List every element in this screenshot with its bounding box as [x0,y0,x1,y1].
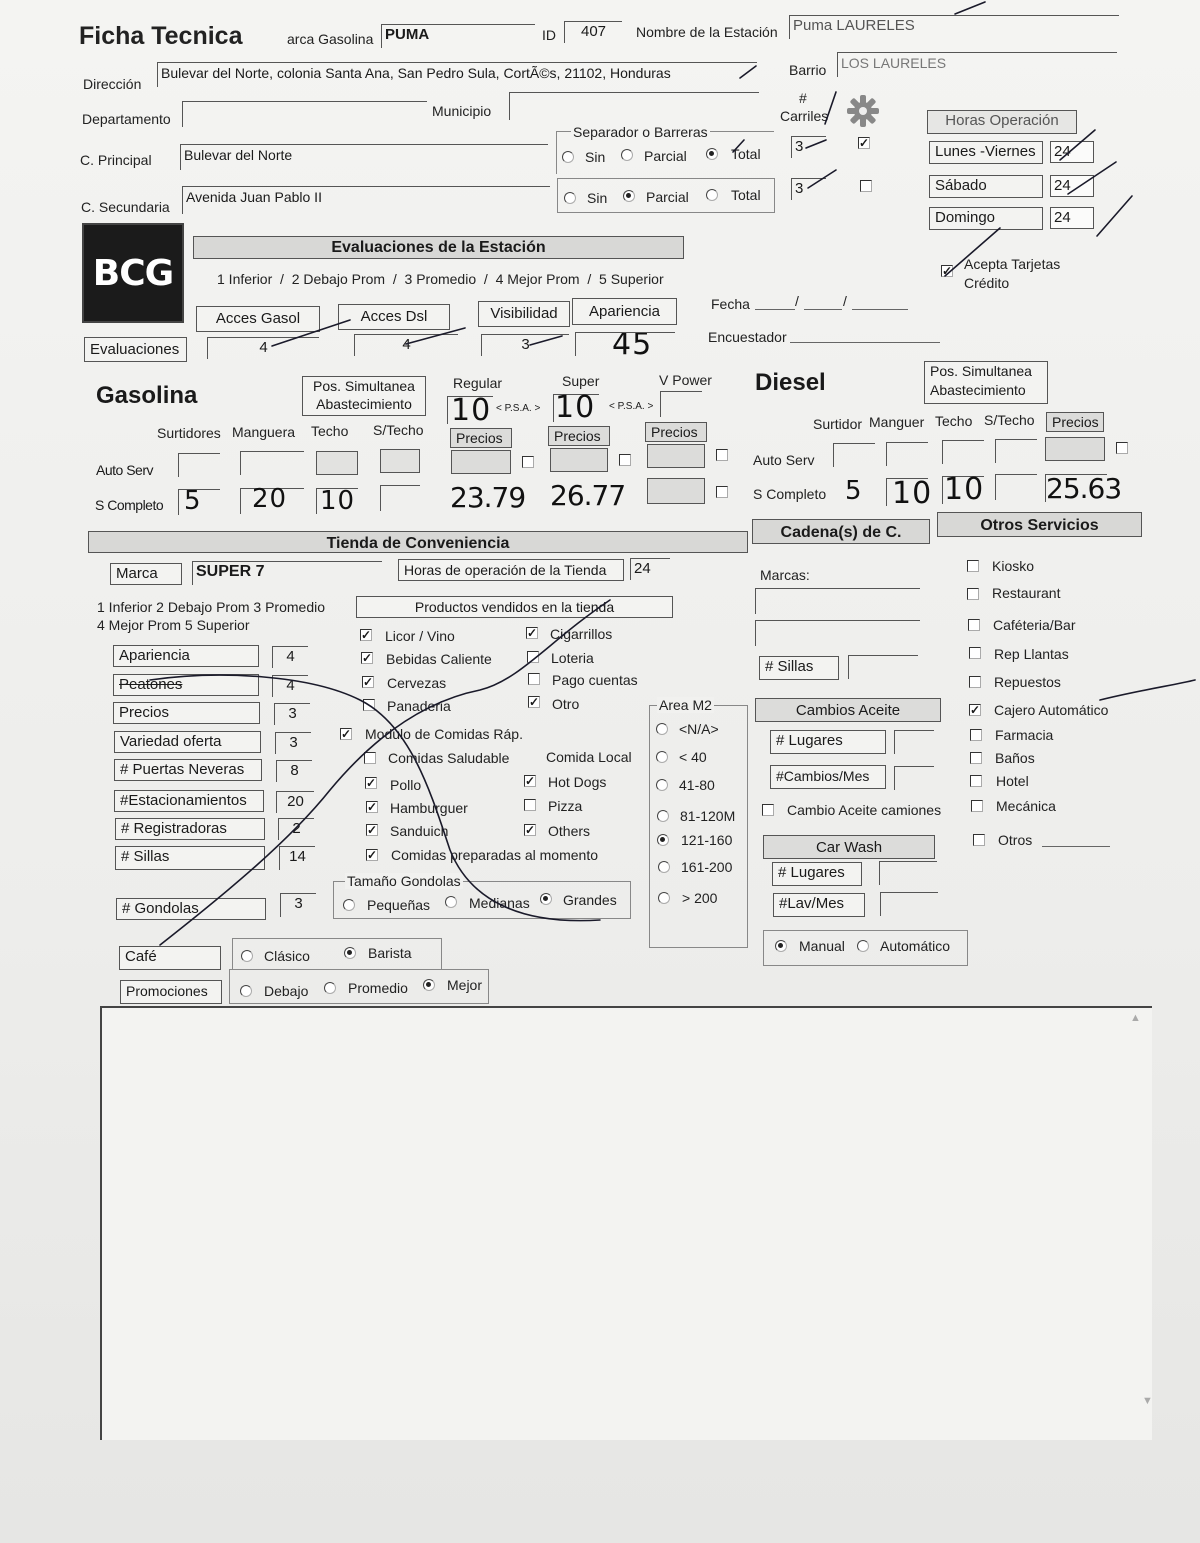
comida-pollo-check[interactable]: ✓ [366,776,377,790]
otros-cafeteria-label: Caféteria/Bar [993,617,1076,633]
rating-apariencia-field[interactable]: 4 [272,646,308,668]
prod-cigarrillos-check[interactable]: ✓ [527,626,538,640]
rating-variedad-label: Variedad oferta [114,731,261,753]
carriles-field-1[interactable]: 3 [791,136,826,158]
dsl-s-completo-label: S Completo [753,486,827,502]
regular-s-completo-price[interactable]: 23.79 [450,481,526,514]
gas-col-surtidores: Surtidores [157,425,221,441]
prod-cervezas-label: Cervezas [387,675,447,691]
dsl-auto-check[interactable] [1116,442,1128,454]
area-title: Area M2 [659,697,712,713]
area-161-200-radio[interactable] [658,861,670,873]
tienda-scale-1: 1 Inferior 2 Debajo Prom 3 Promedio [97,599,325,615]
prod-loteria-check[interactable] [527,651,539,663]
horas-lunes-label: Lunes -Viernes [929,141,1043,164]
horas-sabado-label: Sábado [929,175,1043,198]
tarjetas-label: Acepta Tarjetas [964,256,1061,272]
evaluaciones-scale: 1 Inferior / 2 Debajo Prom / 3 Promedio / 4 Mejor Prom / 5 Superior [217,271,664,287]
comida-preparadas-check[interactable]: ✓ [367,848,378,862]
dsl-auto-serv-techo[interactable] [942,440,984,464]
sep2-sin-radio[interactable] [564,192,576,204]
gondola-medianas-label: Medianas [469,895,530,911]
modulo-comidas-label: Modulo de Comidas Ráp. [365,726,523,742]
otros-cajero-label: Cajero Automático [994,702,1109,718]
sep2-parcial-radio[interactable] [623,190,635,202]
vpower-auto-price[interactable] [647,444,705,468]
comida-sanduich-label: Sanduich [390,823,449,839]
otros-cafeteria-check[interactable] [968,619,980,631]
promo-mejor-label: Mejor [447,977,483,993]
cambios-mes-field[interactable] [894,766,934,790]
gasolina-pos-sim [302,376,426,416]
gas-auto-serv-label: Auto Serv [96,462,153,478]
regular-pos-value: 10 [451,393,492,428]
cadena-marcas-field-2[interactable] [755,620,920,646]
area-41-80-radio[interactable] [656,779,668,791]
otros-repuestos-label: Repuestos [994,674,1061,690]
carriles-field-2[interactable]: 3 [791,178,826,200]
cafe-barista-label: Barista [368,945,412,961]
gas-auto-serv-manguera[interactable] [240,451,304,475]
vpower-precios-label: Precios [645,422,707,442]
gasolina-pos-sim-line1: Pos. Simultanea [313,378,415,394]
cambios-lugares-field[interactable] [894,730,934,754]
vpower-pos-field[interactable] [660,391,702,417]
vpower-label: V Power [659,372,712,388]
prod-otro-check[interactable]: ✓ [529,695,540,709]
marca-field[interactable]: PUMA [381,24,535,48]
direccion-label: Dirección [83,76,142,92]
super-pos-value: 10 [555,390,596,425]
prod-bebidas-label: Bebidas Caliente [386,651,492,667]
area-40-label: < 40 [679,749,707,765]
comidas-saludable-check[interactable] [364,752,376,764]
otros-llantas-label: Rep Llantas [994,646,1069,662]
modulo-comidas-check[interactable]: ✓ [341,727,352,741]
tarjetas-label-2: Crédito [964,275,1010,291]
rating-variedad-field[interactable]: 3 [275,732,311,754]
c-principal-field[interactable]: Bulevar del Norte [180,144,548,170]
cafe-clasico-label: Clásico [264,948,310,964]
gas-col-stecho: S/Techo [373,422,424,438]
diesel-title: Diesel [755,369,826,396]
otros-hotel-label: Hotel [996,773,1029,789]
rating-apariencia-label: Apariencia [113,645,259,667]
dsl-col-techo: Techo [935,413,973,429]
super-label: Super [562,373,600,389]
regular-label: Regular [453,375,503,391]
carwash-manual-radio[interactable] [775,940,787,952]
sep1-sin-radio[interactable] [562,151,574,163]
area-40-radio[interactable] [656,751,668,763]
visibilidad-field[interactable]: 3 [481,334,569,356]
carwash-auto-label: Automático [880,938,951,954]
gas-s-completo-manguera-value: 20 [252,484,288,514]
dsl-s-completo-stecho[interactable] [995,474,1037,500]
rating-sillas-label: # Sillas [115,846,265,870]
carwash-lav-field[interactable] [880,892,938,916]
area-81-120-radio[interactable] [657,810,669,822]
promo-debajo-label: Debajo [264,983,309,999]
rating-registradoras-field[interactable]: 2 [278,818,314,840]
gear-icon [846,93,880,134]
cadena-sillas-label: # Sillas [759,656,839,680]
prod-panaderia-label: Panaderia [387,698,451,714]
prod-licor-label: Licor / Vino [385,628,455,644]
horas-title: Horas Operación [927,110,1077,134]
promo-mejor-radio[interactable] [423,979,435,991]
horas-domingo-field[interactable]: 24 [1050,207,1094,229]
area-161-200-label: 161-200 [681,859,733,875]
acces-dsl-field[interactable]: 4 [354,334,458,356]
apariencia-label: Apariencia [572,298,677,325]
diesel-pos-sim-line2: Abastecimiento [930,382,1026,398]
carriles-hash: # [799,90,807,106]
gondola-medianas-radio[interactable] [445,896,457,908]
area-200-radio[interactable] [658,892,670,904]
cafe-clasico-radio[interactable] [241,950,253,962]
prod-pago-check[interactable] [528,673,540,685]
regular-psa-label: < P.S.A. > [496,403,541,414]
sep2-total-label: Total [731,187,761,203]
otros-otros-label: Otros [998,832,1033,848]
regular-auto-check[interactable] [522,456,534,468]
gas-auto-serv-stecho[interactable] [380,449,420,473]
comida-hotdogs-check[interactable]: ✓ [525,774,536,788]
rating-registradoras-label: # Registradoras [115,818,265,840]
scroll-down-icon[interactable]: ▼ [1142,1395,1153,1407]
cambios-mes-label: #Cambios/Mes [770,765,886,789]
gas-s-completo-stecho[interactable] [380,485,420,511]
prod-bebidas-check[interactable]: ✓ [362,651,373,665]
horas-lunes-field[interactable]: 24 [1050,141,1094,163]
otros-hotel-check[interactable] [970,775,982,787]
dsl-s-completo-surtidor-value[interactable]: 5 [845,476,863,506]
promo-promedio-label: Promedio [348,980,408,996]
otros-mecanica-label: Mecánica [996,798,1056,814]
super-auto-price[interactable] [550,448,608,472]
sep1-parcial-label: Parcial [644,148,687,164]
diesel-precios-label: Precios [1046,412,1104,432]
carwash-title: Car Wash [763,835,935,859]
otros-title: Otros Servicios [937,512,1142,537]
acces-gasol-label: Acces Gasol [196,306,320,332]
prod-cervezas-check[interactable]: ✓ [363,675,374,689]
encuestador-label: Encuestador [708,329,787,345]
otros-kiosko-label: Kiosko [992,558,1035,574]
prod-licor-check[interactable]: ✓ [361,628,372,642]
area-group [649,705,748,948]
cadena-title: Cadena(s) de C. [752,519,930,544]
area-81-120-label: 81-120M [680,808,736,824]
fecha-slash-1: / [795,293,799,309]
gondola-pequenas-label: Pequeñas [367,897,431,913]
rating-peatones-label: Peatones [113,674,259,696]
rating-neveras-label: # Puertas Neveras [114,759,262,781]
tienda-marca-label: Marca [110,563,182,585]
sep2-parcial-label: Parcial [646,189,689,205]
otros-farmacia-label: Farmacia [995,727,1054,743]
vpower-auto-check[interactable] [716,449,728,461]
cambio-camiones-check[interactable] [762,804,774,816]
otros-otros-line[interactable] [1042,846,1110,847]
encuestador-line[interactable] [790,342,940,343]
gondola-grandes-label: Grandes [563,892,617,908]
super-auto-check[interactable] [619,454,631,466]
scroll-up-icon[interactable]: ▲ [1130,1012,1141,1024]
c-secundaria-label: C. Secundaria [81,199,170,215]
gas-s-completo-label: S Completo [95,497,164,513]
comida-hamburguer-check[interactable]: ✓ [367,800,378,814]
tienda-scale-2: 4 Mejor Prom 5 Superior [97,617,250,633]
comments-textarea[interactable] [100,1006,1152,1440]
rating-precios-label: Precios [113,702,260,724]
area-200-label: > 200 [682,890,718,906]
gondolas-title: Tamaño Gondolas [347,873,461,889]
fecha-line-day[interactable] [755,309,795,310]
rating-estacionamientos-label: #Estacionamientos [114,790,264,812]
otros-banos-label: Baños [995,750,1035,766]
cadena-marcas-label: Marcas: [760,567,810,583]
carriles-check-2[interactable] [860,180,872,192]
otros-mecanica-check[interactable] [971,800,983,812]
evaluaciones-button[interactable]: Evaluaciones [84,337,187,362]
tienda-horas-label: Horas de operación de la Tienda [398,559,624,581]
form-title: Ficha Tecnica [79,22,243,50]
cambios-title: Cambios Aceite [755,698,941,722]
tienda-horas-field[interactable]: 24 [630,558,670,580]
direccion-field[interactable]: Bulevar del Norte, colonia Santa Ana, San Pedro Sula, CortÃ©s, 21102, Honduras [157,62,757,87]
super-precios-label: Precios [548,426,610,446]
vpower-s-completo-check[interactable] [716,486,728,498]
barrio-label: Barrio [789,62,827,78]
departamento-label: Departamento [82,111,171,127]
cafe-barista-radio[interactable] [344,947,356,959]
id-label: ID [542,27,556,43]
sep1-parcial-radio[interactable] [621,149,633,161]
fecha-slash-2: / [843,293,847,309]
comida-hamburguer-label: Hamburguer [390,800,468,816]
prod-pago-label: Pago cuentas [552,672,638,688]
gas-col-manguera: Manguera [232,424,296,440]
dsl-auto-serv-surtidor[interactable] [833,443,875,467]
rating-precios-field[interactable]: 3 [274,703,310,725]
separador-title: Separador o Barreras [573,124,708,140]
regular-auto-price[interactable] [451,450,511,474]
gas-col-techo: Techo [311,423,349,439]
comida-pizza-label: Pizza [548,798,583,814]
horas-sabado-field[interactable]: 24 [1050,175,1094,197]
prod-otro-label: Otro [552,696,580,712]
carriles-label: Carriles [780,108,829,124]
sep1-sin-label: Sin [585,149,606,165]
sep1-total-radio[interactable] [706,148,718,160]
evaluaciones-title: Evaluaciones de la Estación [193,236,684,259]
carwash-auto-radio[interactable] [857,940,869,952]
cafe-label: Café [119,946,221,970]
comida-pollo-label: Pollo [390,777,422,793]
cambio-camiones-label: Cambio Aceite camiones [787,802,942,818]
barrio-field[interactable]: LOS LAURELES [837,52,1117,77]
promo-promedio-radio[interactable] [324,982,336,994]
comida-sanduich-check[interactable]: ✓ [367,823,378,837]
comida-pizza-check[interactable] [524,799,536,811]
dsl-auto-serv-label: Auto Serv [753,452,815,468]
fecha-line-year[interactable] [852,309,908,310]
productos-title: Productos vendidos en la tienda [356,596,673,618]
comida-preparadas-label: Comidas preparadas al momento [391,847,598,863]
gas-auto-serv-techo[interactable] [316,451,358,475]
marca-label: arca Gasolina [287,31,374,47]
gondola-grandes-radio[interactable] [540,893,552,905]
dsl-s-completo-price: 25.63 [1046,472,1122,505]
municipio-field[interactable] [509,92,759,120]
rating-gondolas-field[interactable]: 3 [280,893,316,917]
dsl-auto-price[interactable] [1045,437,1105,461]
rating-neveras-field[interactable]: 8 [276,760,312,782]
sep2-sin-label: Sin [587,190,608,206]
dsl-col-surtidor: Surtidor [813,416,863,432]
sep2-total-radio[interactable] [706,189,718,201]
cambios-lugares-label: # Lugares [770,730,886,754]
carwash-lugares-field[interactable] [879,861,937,885]
fecha-label: Fecha [711,296,750,312]
otros-llantas-check[interactable] [969,647,981,659]
rating-sillas-field[interactable]: 14 [279,846,315,870]
super-psa-label: < P.S.A. > [609,401,654,412]
otros-otros-check[interactable] [973,834,985,846]
comida-others-check[interactable]: ✓ [525,823,536,837]
nombre-label: Nombre de la Estación [636,24,778,40]
bcg-logo-text: BCG [92,253,174,294]
cadena-sillas-field[interactable] [848,655,918,679]
gasolina-pos-sim-line2: Abastecimiento [316,396,412,412]
tarjetas-check[interactable]: ✓ [942,264,953,278]
diesel-pos-sim-line1: Pos. Simultanea [930,363,1032,379]
diesel-pos-sim [924,361,1048,404]
fecha-line-month[interactable] [804,309,842,310]
cadena-marcas-field-1[interactable] [755,588,920,614]
otros-restaurant-label: Restaurant [992,585,1061,601]
area-41-80-label: 41-80 [679,777,715,793]
otros-kiosko-check[interactable] [967,560,979,572]
dsl-auto-serv-stecho[interactable] [995,439,1037,463]
bcg-logo [82,223,184,323]
otros-repuestos-check[interactable] [969,676,981,688]
area-121-160-radio[interactable] [657,834,669,846]
rating-peatones-field[interactable]: 4 [272,675,308,697]
apariencia-field[interactable] [575,332,675,356]
gasolina-title: Gasolina [96,382,198,409]
otros-banos-check[interactable] [970,752,982,764]
carwash-lugares-label: # Lugares [772,862,862,886]
c-secundaria-field[interactable]: Avenida Juan Pablo II [182,186,550,214]
tienda-marca-field[interactable]: SUPER 7 [192,561,382,585]
otros-restaurant-check[interactable] [967,588,979,600]
dsl-s-completo-techo-value: 10 [944,472,985,507]
area-na-label: <N/A> [679,721,719,737]
promo-debajo-radio[interactable] [240,985,252,997]
gas-s-completo-surtidores-value: 5 [184,486,202,516]
super-s-completo-price[interactable]: 26.77 [550,479,626,512]
sep1-total-label: Total [731,146,761,162]
vpower-s-completo-price[interactable] [647,478,705,504]
prod-loteria-label: Loteria [551,650,594,666]
dsl-s-completo-manguer-value: 10 [892,476,933,511]
departamento-field[interactable] [182,101,427,127]
area-na-radio[interactable] [656,723,668,735]
tienda-title: Tienda de Conveniencia [88,531,748,553]
comida-others-label: Others [548,823,591,839]
id-field[interactable]: 407 [564,21,622,43]
apariencia-handwritten[interactable]: 45 [612,327,653,362]
carwash-lav-label: #Lav/Mes [773,893,865,917]
dsl-col-stecho: S/Techo [984,412,1035,428]
comida-local-label: Comida Local [546,749,632,765]
comidas-saludable-label: Comidas Saludable [388,750,510,766]
c-principal-label: C. Principal [80,152,152,168]
otros-cajero-check[interactable]: ✓ [970,703,981,717]
promociones-label: Promociones [120,980,222,1004]
horas-domingo-label: Domingo [929,207,1043,230]
rating-estacionamientos-field[interactable]: 20 [276,791,314,813]
regular-precios-label: Precios [450,428,512,448]
carriles-check-1[interactable]: ✓ [859,136,870,150]
acces-dsl-label: Acces Dsl [338,304,450,330]
gas-s-completo-techo-value: 10 [320,486,356,516]
dsl-col-manguer: Manguer [869,414,925,430]
prod-panaderia-check[interactable] [363,699,375,711]
prod-cigarrillos-label: Cigarrillos [550,626,613,642]
municipio-label: Municipio [432,103,492,119]
acces-gasol-field[interactable]: 4 [207,337,319,359]
dsl-auto-serv-manguer[interactable] [886,442,928,466]
nombre-field[interactable]: Puma LAURELES [789,15,1119,39]
comida-hotdogs-label: Hot Dogs [548,774,607,790]
carwash-manual-label: Manual [799,938,845,954]
gas-auto-serv-surtidores[interactable] [178,453,220,477]
otros-farmacia-check[interactable] [970,729,982,741]
gondola-pequenas-radio[interactable] [343,899,355,911]
area-121-160-label: 121-160 [681,832,733,848]
rating-gondolas-label: # Gondolas [116,898,266,920]
visibilidad-label: Visibilidad [478,301,570,327]
